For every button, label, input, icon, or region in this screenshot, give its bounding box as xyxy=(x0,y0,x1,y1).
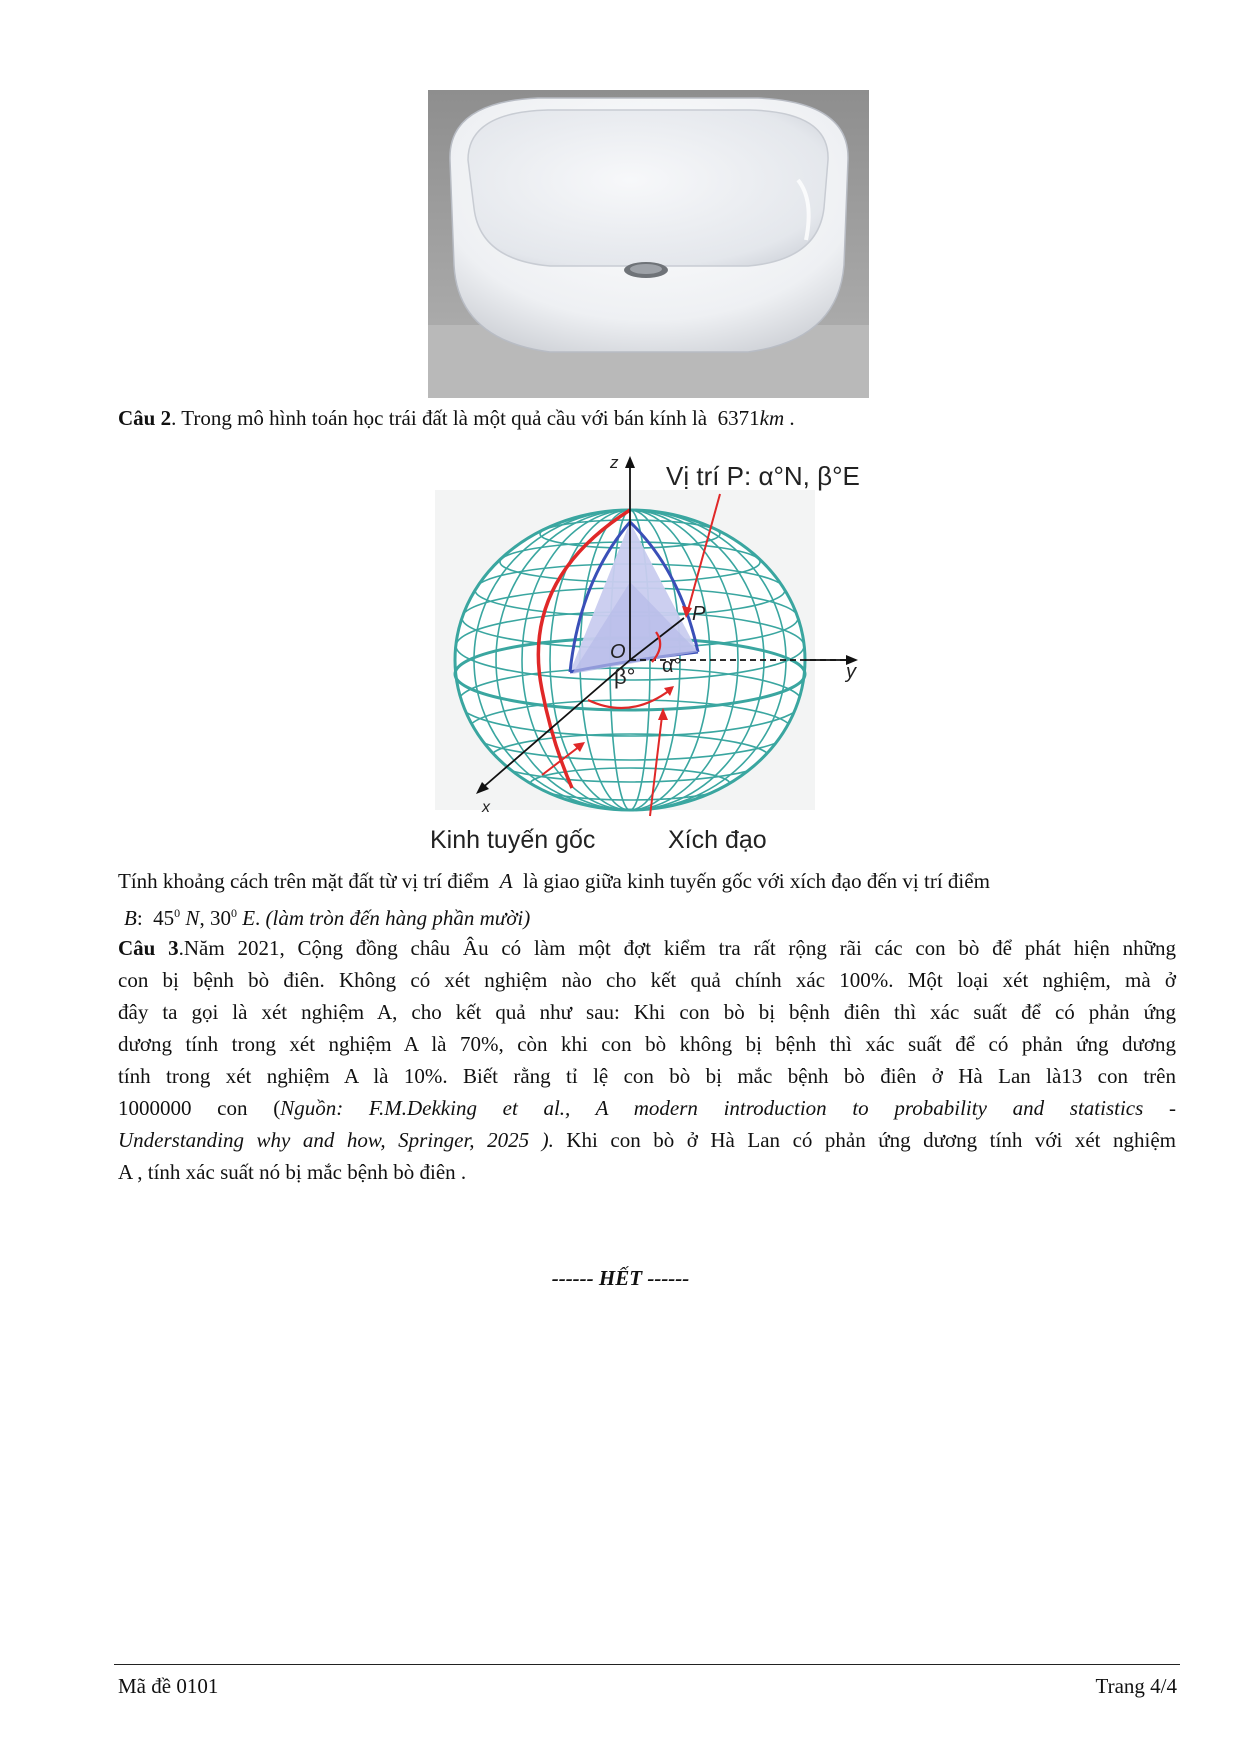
label-alpha: α° xyxy=(662,655,682,677)
label-prime-meridian: Kinh tuyến gốc xyxy=(430,826,596,854)
footer-rule xyxy=(114,1664,1180,1665)
q2-text: . Trong mô hình toán học trái đất là một quả cầu với bán kính là xyxy=(171,406,708,430)
q3-line6 xyxy=(118,1092,1176,1124)
globe-figure xyxy=(430,450,870,864)
q2-body-line1 xyxy=(118,865,990,897)
label-position: Vị trí P: α°N, β°E xyxy=(666,461,860,491)
q3-line4: dương tính trong xét nghiệm A là 70%, còn khi con bò không bị bệnh thì xác suất để có phản ứng dương xyxy=(118,1032,1176,1056)
q2-body-text1-end: là giao giữa kinh tuyến gốc với xích đạo đến vị trí điểm xyxy=(523,869,990,893)
sink-photo xyxy=(428,90,869,398)
q3-line1-text: .Năm 2021, Cộng đồng châu Âu có làm một đợt kiểm tra rất rộng rãi các con bò để phát hiện những xyxy=(178,936,1176,960)
q2-note: (làm tròn đến hàng phần mười) xyxy=(265,906,531,930)
q3-source: Nguồn: F.M.Dekking et al., A modern introduction to probability and statistics - xyxy=(280,1096,1176,1120)
q2-var-b: B xyxy=(124,906,137,930)
label-o: O xyxy=(610,641,626,663)
q2-lat-degree: 0 xyxy=(174,906,181,920)
footer-page: Trang 4/4 xyxy=(1095,1674,1177,1698)
q3-source-end: Understanding why and how, Springer, 2025 ). xyxy=(118,1128,554,1152)
q2-var-a: A xyxy=(499,869,513,893)
footer-code: Mã đề 0101 xyxy=(118,1674,219,1698)
q2-body-line2: B: $45^0$ N, $30^0$ E. (làm tròn đến hàng phần mười) xyxy=(124,906,531,930)
q2-colon: : xyxy=(136,906,143,930)
label-equator: Xích đạo xyxy=(668,826,767,854)
q2-lat: 45 xyxy=(153,906,175,930)
q2-radius: 6371 xyxy=(717,406,760,430)
q3-line8: A , tính xác suất nó bị mắc bệnh bò điên . xyxy=(118,1160,467,1184)
q2-lon-degree: 0 xyxy=(230,906,237,920)
label-y: y xyxy=(846,661,856,683)
label-z: z xyxy=(610,453,619,472)
q3-line2: con bị bệnh bò điên. Không có xét nghiệm nào cho kết quả chính xác 100%. Một loại xét nghiệm, mà ở xyxy=(118,968,1176,992)
q3-line7-b: Khi con bò ở Hà Lan có phản ứng dương tính với xét nghiệm xyxy=(553,1128,1176,1152)
q2-label: Câu 2 xyxy=(118,406,172,430)
q3-label: Câu 3 xyxy=(118,936,179,960)
label-p: P xyxy=(692,603,706,625)
label-beta: β° xyxy=(614,664,636,689)
label-x: x xyxy=(482,799,490,816)
q2-lon: 30 xyxy=(209,906,231,930)
q3-line3: đây ta gọi là xét nghiệm A, cho kết quả như sau: Khi con bò bị bệnh điên thì xác suất để có phản ứng xyxy=(118,1000,1176,1024)
q3-line6-a: 1000000 con ( xyxy=(118,1096,281,1120)
q2-end: . xyxy=(789,406,795,430)
q2-body-text1: Tính khoảng cách trên mặt đất từ vị trí điểm xyxy=(118,869,490,893)
q3-line1 xyxy=(118,932,1176,964)
q2-line xyxy=(118,402,795,434)
q2-lon-dir: E xyxy=(242,906,256,930)
q2-unit: km xyxy=(759,406,785,430)
q2-lat-dir: N xyxy=(185,906,200,930)
end-mark: ------ HẾT ------ xyxy=(551,1266,690,1290)
q3-line7 xyxy=(118,1124,1176,1156)
q3-block xyxy=(118,932,1176,1188)
q3-line5: tính trong xét nghiệm A là 10%. Biết rằng tỉ lệ con bò bị mắc bệnh bò điên ở Hà Lan là13 con trên xyxy=(118,1064,1176,1088)
